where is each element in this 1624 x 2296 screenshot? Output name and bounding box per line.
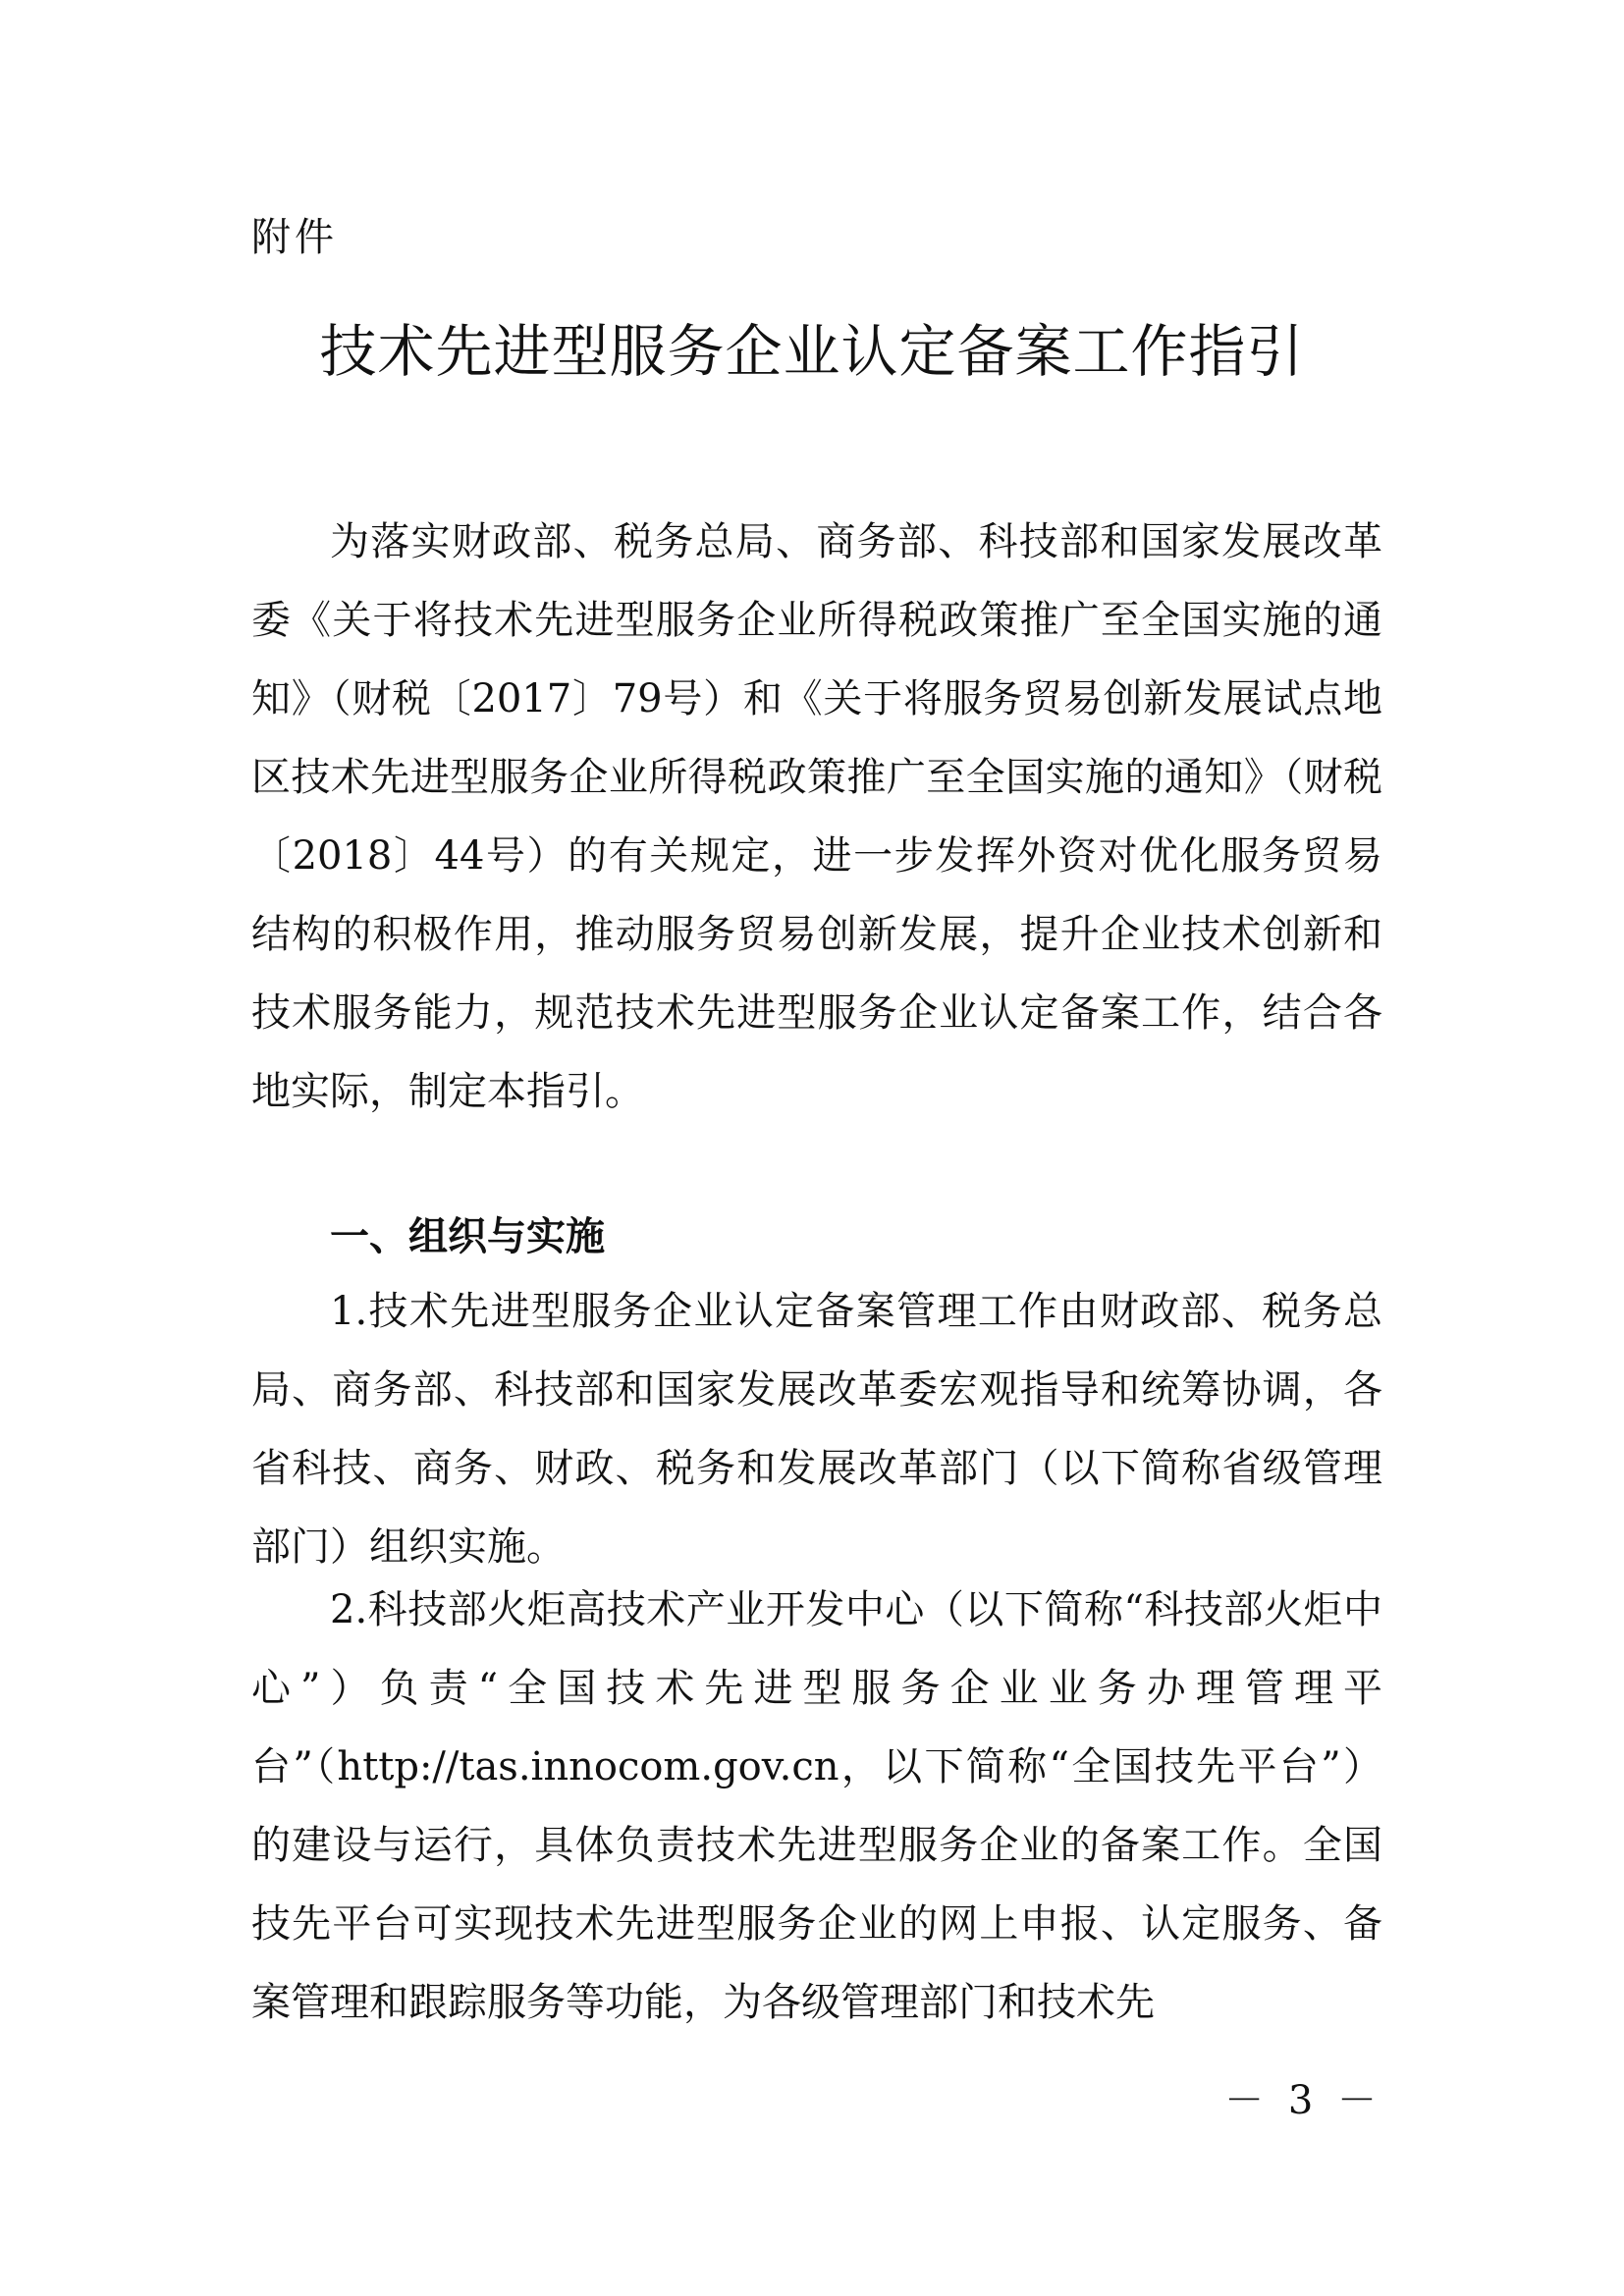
page-number: － 3 －: [1224, 2078, 1382, 2123]
attachment-label: 附件: [251, 215, 338, 260]
body-paragraph-1: 1.技术先进型服务企业认定备案管理工作由财政部、税务总局、商务部、科技部和国家发展改革委宏观指导和统筹协调，各省科技、商务、财政、税务和发展改革部门（以下简称省级管理部门）组织实施。: [251, 1289, 1382, 1570]
document-title: 技术先进型服务企业认定备案工作指引: [319, 318, 1305, 385]
body-paragraph-2: 2.科技部火炬高技术产业开发中心（以下简称“科技部火炬中心”）负责“全国技术先进型服务企业业务办理管理平台”（http://tas.innocom.gov.cn，以下简称“全国技先平台”）的建设与运行，具体负责技术先进型服务企业的备案工作。全国技先平台可实现技术先进型服务企业的网上申报、认定服务、备案管理和跟踪服务等功能，为各级管理部门和技术先: [251, 1587, 1382, 2025]
section-heading: 一、组织与实施: [330, 1214, 605, 1259]
intro-paragraph: 为落实财政部、税务总局、商务部、科技部和国家发展改革委《关于将技术先进型服务企业所得税政策推广至全国实施的通知》（财税〔2017〕79号）和《关于将服务贸易创新发展试点地区技术先进型服务企业所得税政策推广至全国实施的通知》（财税〔2018〕44号）的有关规定，进一步发挥外资对优化服务贸易结构的积极作用，推动服务贸易创新发展，提升企业技术创新和技术服务能力，规范技术先进型服务企业认定备案工作，结合各地实际，制定本指引。: [251, 519, 1382, 1114]
